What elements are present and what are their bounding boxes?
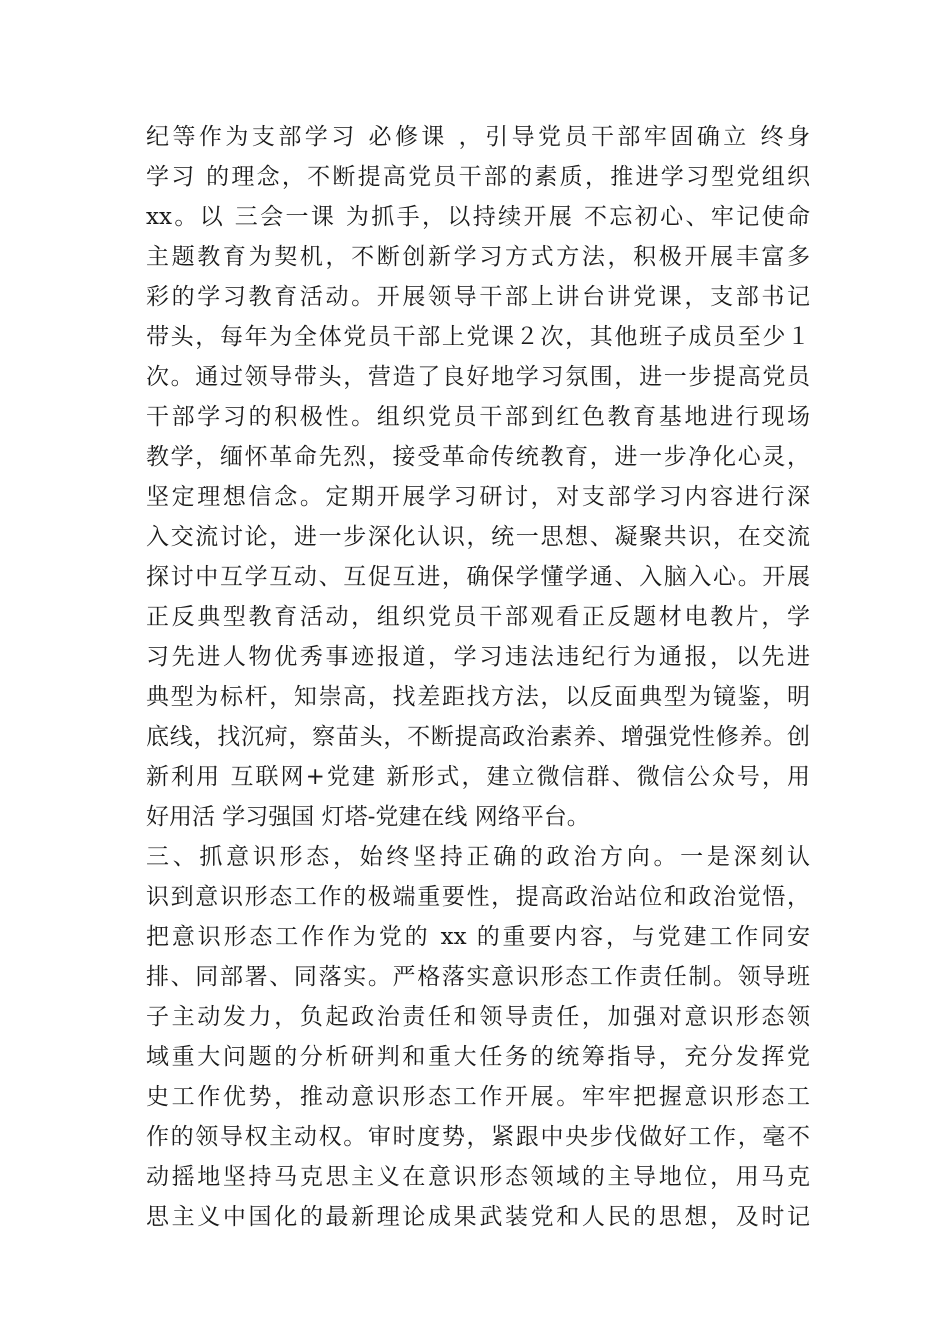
text-line: 动摇地坚持马克思主义在意识形态领域的主导地位，用马克 bbox=[146, 1164, 810, 1190]
text-line: 主题教育为契机，不断创新学习方式方法，积极开展丰富多 bbox=[146, 244, 810, 270]
text-line: 干部学习的积极性。组织党员干部到红色教育基地进行现场 bbox=[146, 404, 810, 430]
text-line: 学习 的理念，不断提高党员干部的素质，推进学习型党组织 bbox=[146, 164, 810, 190]
text-line: 作的领导权主动权。审时度势，紧跟中央步伐做好工作，毫不 bbox=[146, 1124, 810, 1150]
text-line: 底线，找沉疴，察苗头，不断提高政治素养、增强党性修养。创 bbox=[146, 724, 810, 750]
document-body bbox=[146, 117, 810, 1237]
text-line: 新利用 互联网+党建 新形式，建立微信群、微信公众号，用 bbox=[146, 764, 810, 790]
text-line: 教学，缅怀革命先烈，接受革命传统教育，进一步净化心灵， bbox=[146, 444, 810, 470]
text-line: 次。通过领导带头，营造了良好地学习氛围，进一步提高党员 bbox=[146, 364, 810, 390]
text-line: 域重大问题的分析研判和重大任务的统筹指导，充分发挥党 bbox=[146, 1044, 810, 1070]
text-line: 排、同部署、同落实。严格落实意识形态工作责任制。领导班 bbox=[146, 964, 810, 990]
text-line: 探讨中互学互动、互促互进，确保学懂学通、入脑入心。开展 bbox=[146, 564, 810, 590]
text-line: 坚定理想信念。定期开展学习研讨，对支部学习内容进行深 bbox=[146, 484, 810, 510]
text-line: 好用活 学习强国 灯塔-党建在线 网络平台。 bbox=[146, 804, 590, 830]
text-line: 史工作优势，推动意识形态工作开展。牢牢把握意识形态工 bbox=[146, 1084, 810, 1110]
text-line: 彩的学习教育活动。开展领导干部上讲台讲党课，支部书记 bbox=[146, 284, 810, 310]
paragraph-study-activities bbox=[146, 117, 810, 837]
text-line: 思主义中国化的最新理论成果武装党和人民的思想，及时记 bbox=[146, 1204, 810, 1230]
section-heading-line: 三、抓意识形态，始终坚持正确的政治方向。一是深刻认 bbox=[146, 844, 810, 870]
paragraph-ideology-section bbox=[146, 837, 810, 1237]
text-line: 带头，每年为全体党员干部上党课２次，其他班子成员至少１ bbox=[146, 324, 810, 350]
text-line: 正反典型教育活动，组织党员干部观看正反题材电教片，学 bbox=[146, 604, 810, 630]
text-line: xx。以 三会一课 为抓手，以持续开展 不忘初心、牢记使命 bbox=[146, 204, 810, 230]
text-line: 习先进人物优秀事迹报道，学习违法违纪行为通报，以先进 bbox=[146, 644, 810, 670]
text-line: 子主动发力，负起政治责任和领导责任，加强对意识形态领 bbox=[146, 1004, 810, 1030]
text-line: 入交流讨论，进一步深化认识，统一思想、凝聚共识，在交流 bbox=[146, 524, 810, 550]
text-line: 纪等作为支部学习 必修课 ，引导党员干部牢固确立 终身 bbox=[146, 124, 810, 150]
text-line: 把意识形态工作作为党的 xx 的重要内容，与党建工作同安 bbox=[146, 924, 810, 950]
text-line: 识到意识形态工作的极端重要性，提高政治站位和政治觉悟， bbox=[146, 884, 810, 910]
text-line: 典型为标杆，知崇高，找差距找方法，以反面典型为镜鉴，明 bbox=[146, 684, 810, 710]
